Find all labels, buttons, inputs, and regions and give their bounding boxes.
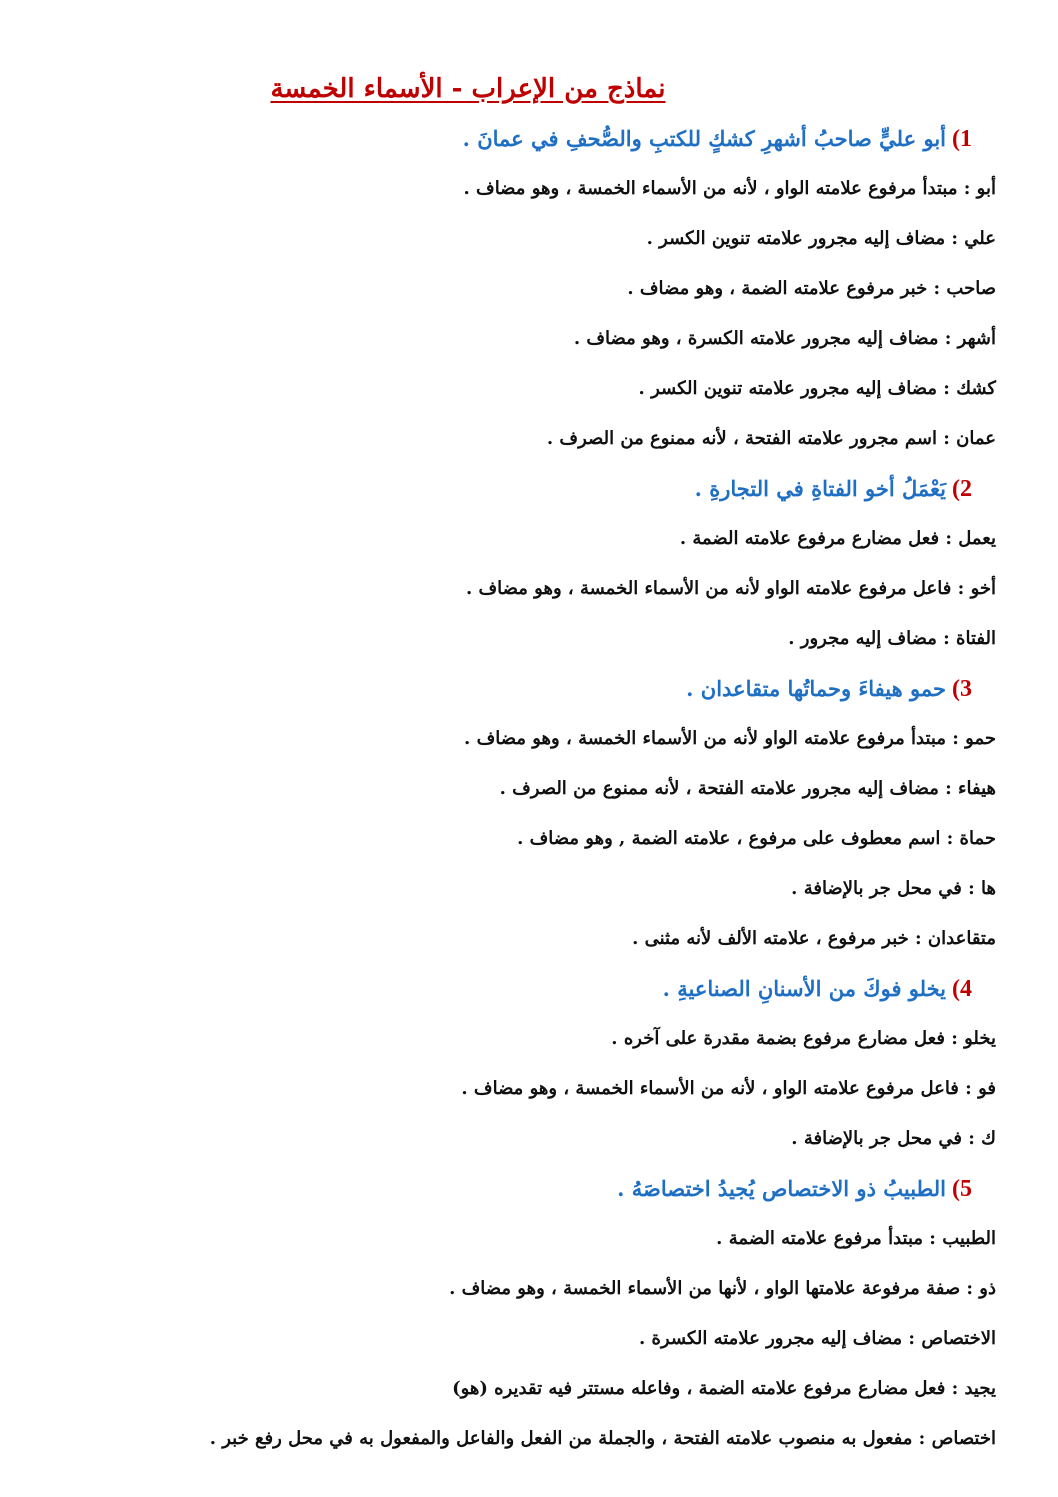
parsing-line: صاحب : خبر مرفوع علامته الضمة ، وهو مضاف . (627, 278, 996, 299)
parsing-line: ذو : صفة مرفوعة علامتها الواو ، لأنها من الأسماء الخمسة ، وهو مضاف . (449, 1278, 996, 1299)
document-page (60, 68, 996, 1464)
parsing-line: يعمل : فعل مضارع مرفوع علامته الضمة . (679, 528, 996, 549)
example-sentence-text: الطبيبُ ذو الاختصاص يُجيدُ اختصاصَهُ . (617, 1176, 946, 1201)
parsing-line: كشك : مضاف إليه مجرور علامته تنوين الكسر . (638, 378, 996, 399)
example-sentence-text: أبو عليٍّ صاحبُ أشهرِ كشكٍ للكتبِ والصُّحفِ في عمانَ . (462, 126, 946, 151)
parsing-line: ك : في محل جر بالإضافة . (791, 1128, 996, 1149)
example-number: 3) (952, 676, 972, 702)
example-sentence-text: يخلو فوكَ من الأسنانِ الصناعيةِ . (662, 976, 946, 1001)
example-number: 1) (952, 126, 972, 152)
parsing-line: فو : فاعل مرفوع علامته الواو ، لأنه من الأسماء الخمسة ، وهو مضاف . (461, 1078, 996, 1099)
parsing-line: الاختصاص : مضاف إليه مجرور علامته الكسرة . (638, 1328, 996, 1349)
example-number: 5) (952, 1176, 972, 1202)
parsing-line: الطبيب : مبتدأ مرفوع علامته الضمة . (716, 1228, 996, 1249)
parsing-line: ها : في محل جر بالإضافة . (791, 878, 996, 899)
parsing-line: هيفاء : مضاف إليه مجرور علامته الفتحة ، لأنه ممنوع من الصرف . (499, 778, 996, 799)
parsing-line: يخلو : فعل مضارع مرفوع بضمة مقدرة على آخره . (611, 1028, 996, 1049)
example-sentence (60, 464, 996, 514)
example-sentence (60, 114, 996, 164)
parsing-line: الفتاة : مضاف إليه مجرور . (788, 628, 996, 649)
parsing-line: أشهر : مضاف إليه مجرور علامته الكسرة ، وهو مضاف . (573, 328, 996, 349)
parsing-line: اختصاص : مفعول به منصوب علامته الفتحة ، والجملة من الفعل والفاعل والمفعول به في محل رفع خبر . (209, 1428, 996, 1449)
example-2 (60, 464, 996, 664)
example-sentence (60, 664, 996, 714)
parsing-line: علي : مضاف إليه مجرور علامته تنوين الكسر . (646, 228, 996, 249)
parsing-line: يجيد : فعل مضارع مرفوع علامته الضمة ، وفاعله مستتر فيه تقديره (هو) (452, 1378, 996, 1399)
example-5 (60, 1164, 996, 1464)
parsing-line: عمان : اسم مجرور علامته الفتحة ، لأنه ممنوع من الصرف . (546, 428, 996, 449)
page-title: نماذج من الإعراب - الأسماء الخمسة (270, 74, 666, 104)
example-sentence-text: يَعْمَلُ أخو الفتاةِ في التجارةِ . (694, 476, 946, 501)
example-number: 4) (952, 976, 972, 1002)
example-sentence (60, 1164, 996, 1214)
example-4 (60, 964, 996, 1164)
example-sentence (60, 964, 996, 1014)
parsing-line: أبو : مبتدأ مرفوع علامته الواو ، لأنه من الأسماء الخمسة ، وهو مضاف . (463, 178, 996, 199)
parsing-line: أخو : فاعل مرفوع علامته الواو لأنه من الأسماء الخمسة ، وهو مضاف . (465, 578, 996, 599)
parsing-line: متقاعدان : خبر مرفوع ، علامته الألف لأنه مثنى . (632, 928, 996, 949)
parsing-line: حمو : مبتدأ مرفوع علامته الواو لأنه من الأسماء الخمسة ، وهو مضاف . (464, 728, 996, 749)
example-number: 2) (952, 476, 972, 502)
parsing-line: حماة : اسم معطوف على مرفوع ، علامته الضمة , وهو مضاف . (517, 828, 996, 849)
example-1 (60, 114, 996, 464)
example-sentence-text: حمو هيفاءَ وحماتُها متقاعدان . (686, 676, 946, 701)
example-3 (60, 664, 996, 964)
